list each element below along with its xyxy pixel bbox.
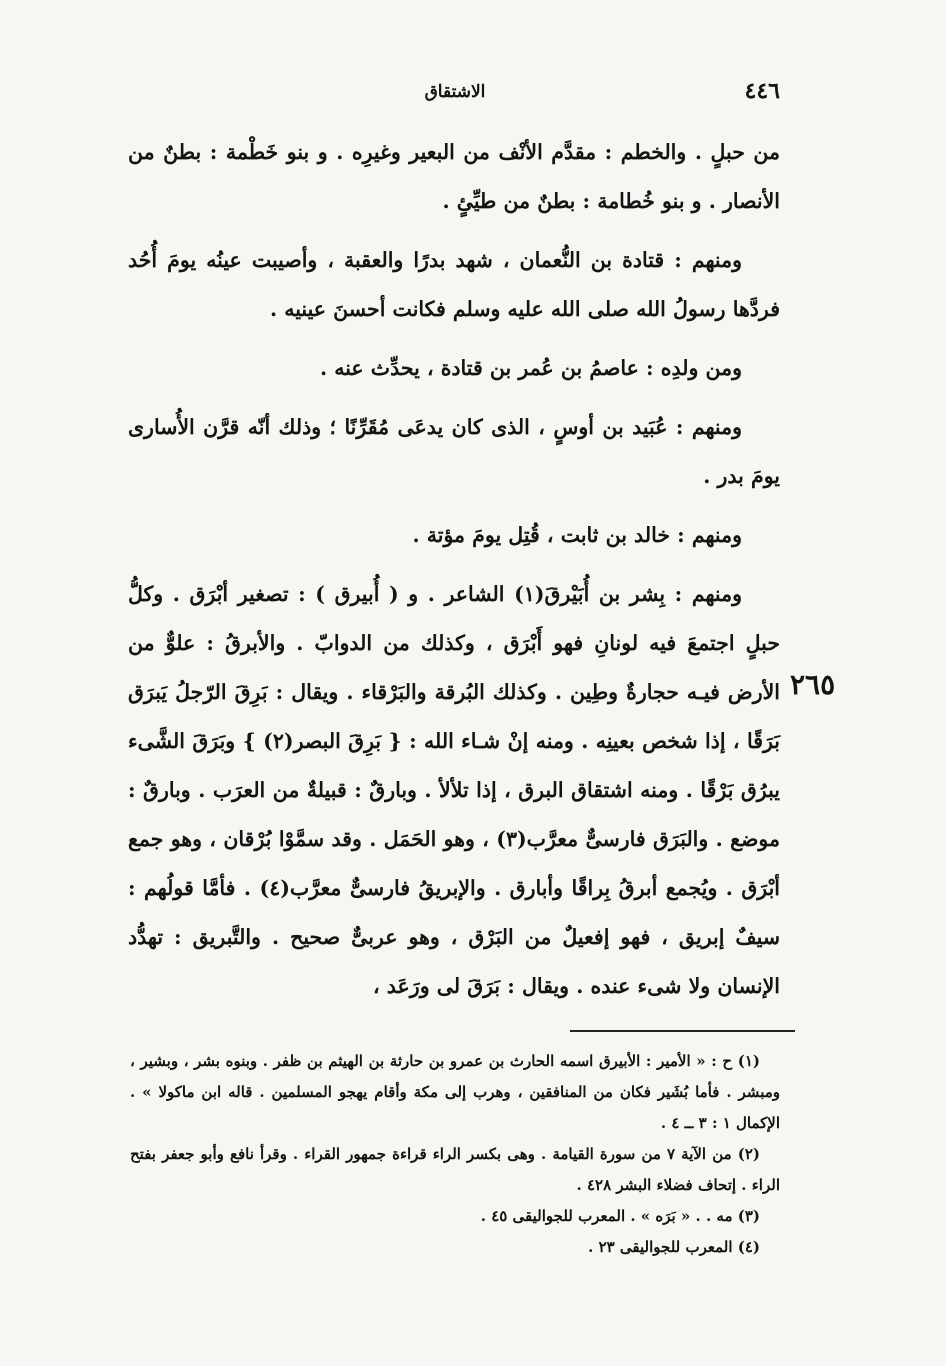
footnote-1: (١) ح : « الأمير : الأبيرق اسمه الحارث بن عمرو بن حارثة بن الهيثم بن ظفر . وبنوه بشر ، وبشير ، ومبشر . فأما بُشَير فكان من المنافقين ، وهرب إلى مكة وأقام يهجو المسلمين . قاله ابن ماكولا » . الإكمال ١ : ٣ ــ ٤ .: [130, 1052, 780, 1132]
footnote-divider: [570, 1030, 795, 1032]
margin-page-reference: ٢٦٥: [790, 668, 836, 701]
paragraph-6: ومنهم : بِشر بن أُبَيْرقَ(١) الشاعر . و ( أُبيرق ) : تصغير أبْرَق . وكلُّ حبلٍ اجتمعَ فيه لونانِ فهو أَبْرَق ، وكذلك من الدوابّ . والأبرقُ : علوٌّ من الأرض فيـه حجارةٌ وطِين . وكذلك البُرقة والبَرْقاء . ويقال : بَرِقَ الرّجلُ يَبرَق بَرَقًا ، إذا شخص بعينِه . ومنه إنْ شـاء الله : { بَرِقَ البصر(٢) } وبَرَقَ الشَّىء يبرُق بَرْقًا . ومنه اشتقاق البرق ، إذا تلألأ . وبارقٌ : قبيلةٌ من العرَب . وبارقٌ : موضع . والبَرَق فارسىٌّ معرَّب(٣) ، وهو الحَمَل . وقد سمَّوْا بُرْقان ، وهو جمع أبْرَق . ويُجمع أبرقُ بِراقًا وأبارق . والإبريقُ فارسىٌّ معرَّب(٤) . فأمَّا قولُهم : سيفٌ إبريق ، فهو إفعيلٌ من البَرْق ، وهو عربىٌّ صحيح . والتَّبريق : تهدُّد الإنسان ولا شىء عنده . ويقال : بَرَقَ لى ورَعَد ،: [128, 582, 781, 998]
footnote-3: (٣) مه . . « بَرَه » . المعرب للجواليقى ٤٥ .: [480, 1207, 760, 1225]
page-header: [130, 78, 780, 108]
main-text: [128, 128, 780, 1021]
footnote-4: (٤) المعرب للجواليقى ٢٣ .: [588, 1238, 760, 1256]
paragraph-4: ومنهم : عُبَيد بن أوسٍ ، الذى كان يدعَى مُقَرِّنًا ؛ وذلك أنّه قرَّن الأُسارى يومَ بدر .: [128, 415, 780, 488]
page-number: ٤٤٦: [744, 78, 780, 104]
paragraph-3: ومن ولدِه : عاصمُ بن عُمر بن قتادة ، يحدِّث عنه .: [319, 356, 742, 380]
paragraph-2: ومنهم : قتادة بن النُّعمان ، شهد بدرًا والعقبة ، وأصيبت عينُه يومَ أُحُد فردَّها رسولُ الله صلى الله عليه وسلم فكانت أحسنَ عينيه .: [128, 248, 780, 321]
paragraph-1: من حبلٍ . والخطم : مقدَّم الأنْف من البعير وغيرِه . و بنو خَطْمة : بطنٌ من الأنصار . و بنو خُطامة : بطنٌ من طيِّئٍ .: [128, 140, 780, 213]
footnote-2: (٢) من الآية ٧ من سورة القيامة . وهى بكسر الراء قراءة جمهور القراء . وقرأ نافع وأبو جعفر بفتح الراء . إتحاف فضلاء البشر ٤٢٨ .: [130, 1145, 780, 1194]
footnotes: [130, 1046, 780, 1263]
running-title: الاشتقاق: [424, 82, 486, 102]
paragraph-5: ومنهم : خالد بن ثابت ، قُتِل يومَ مؤتة .: [412, 523, 742, 547]
